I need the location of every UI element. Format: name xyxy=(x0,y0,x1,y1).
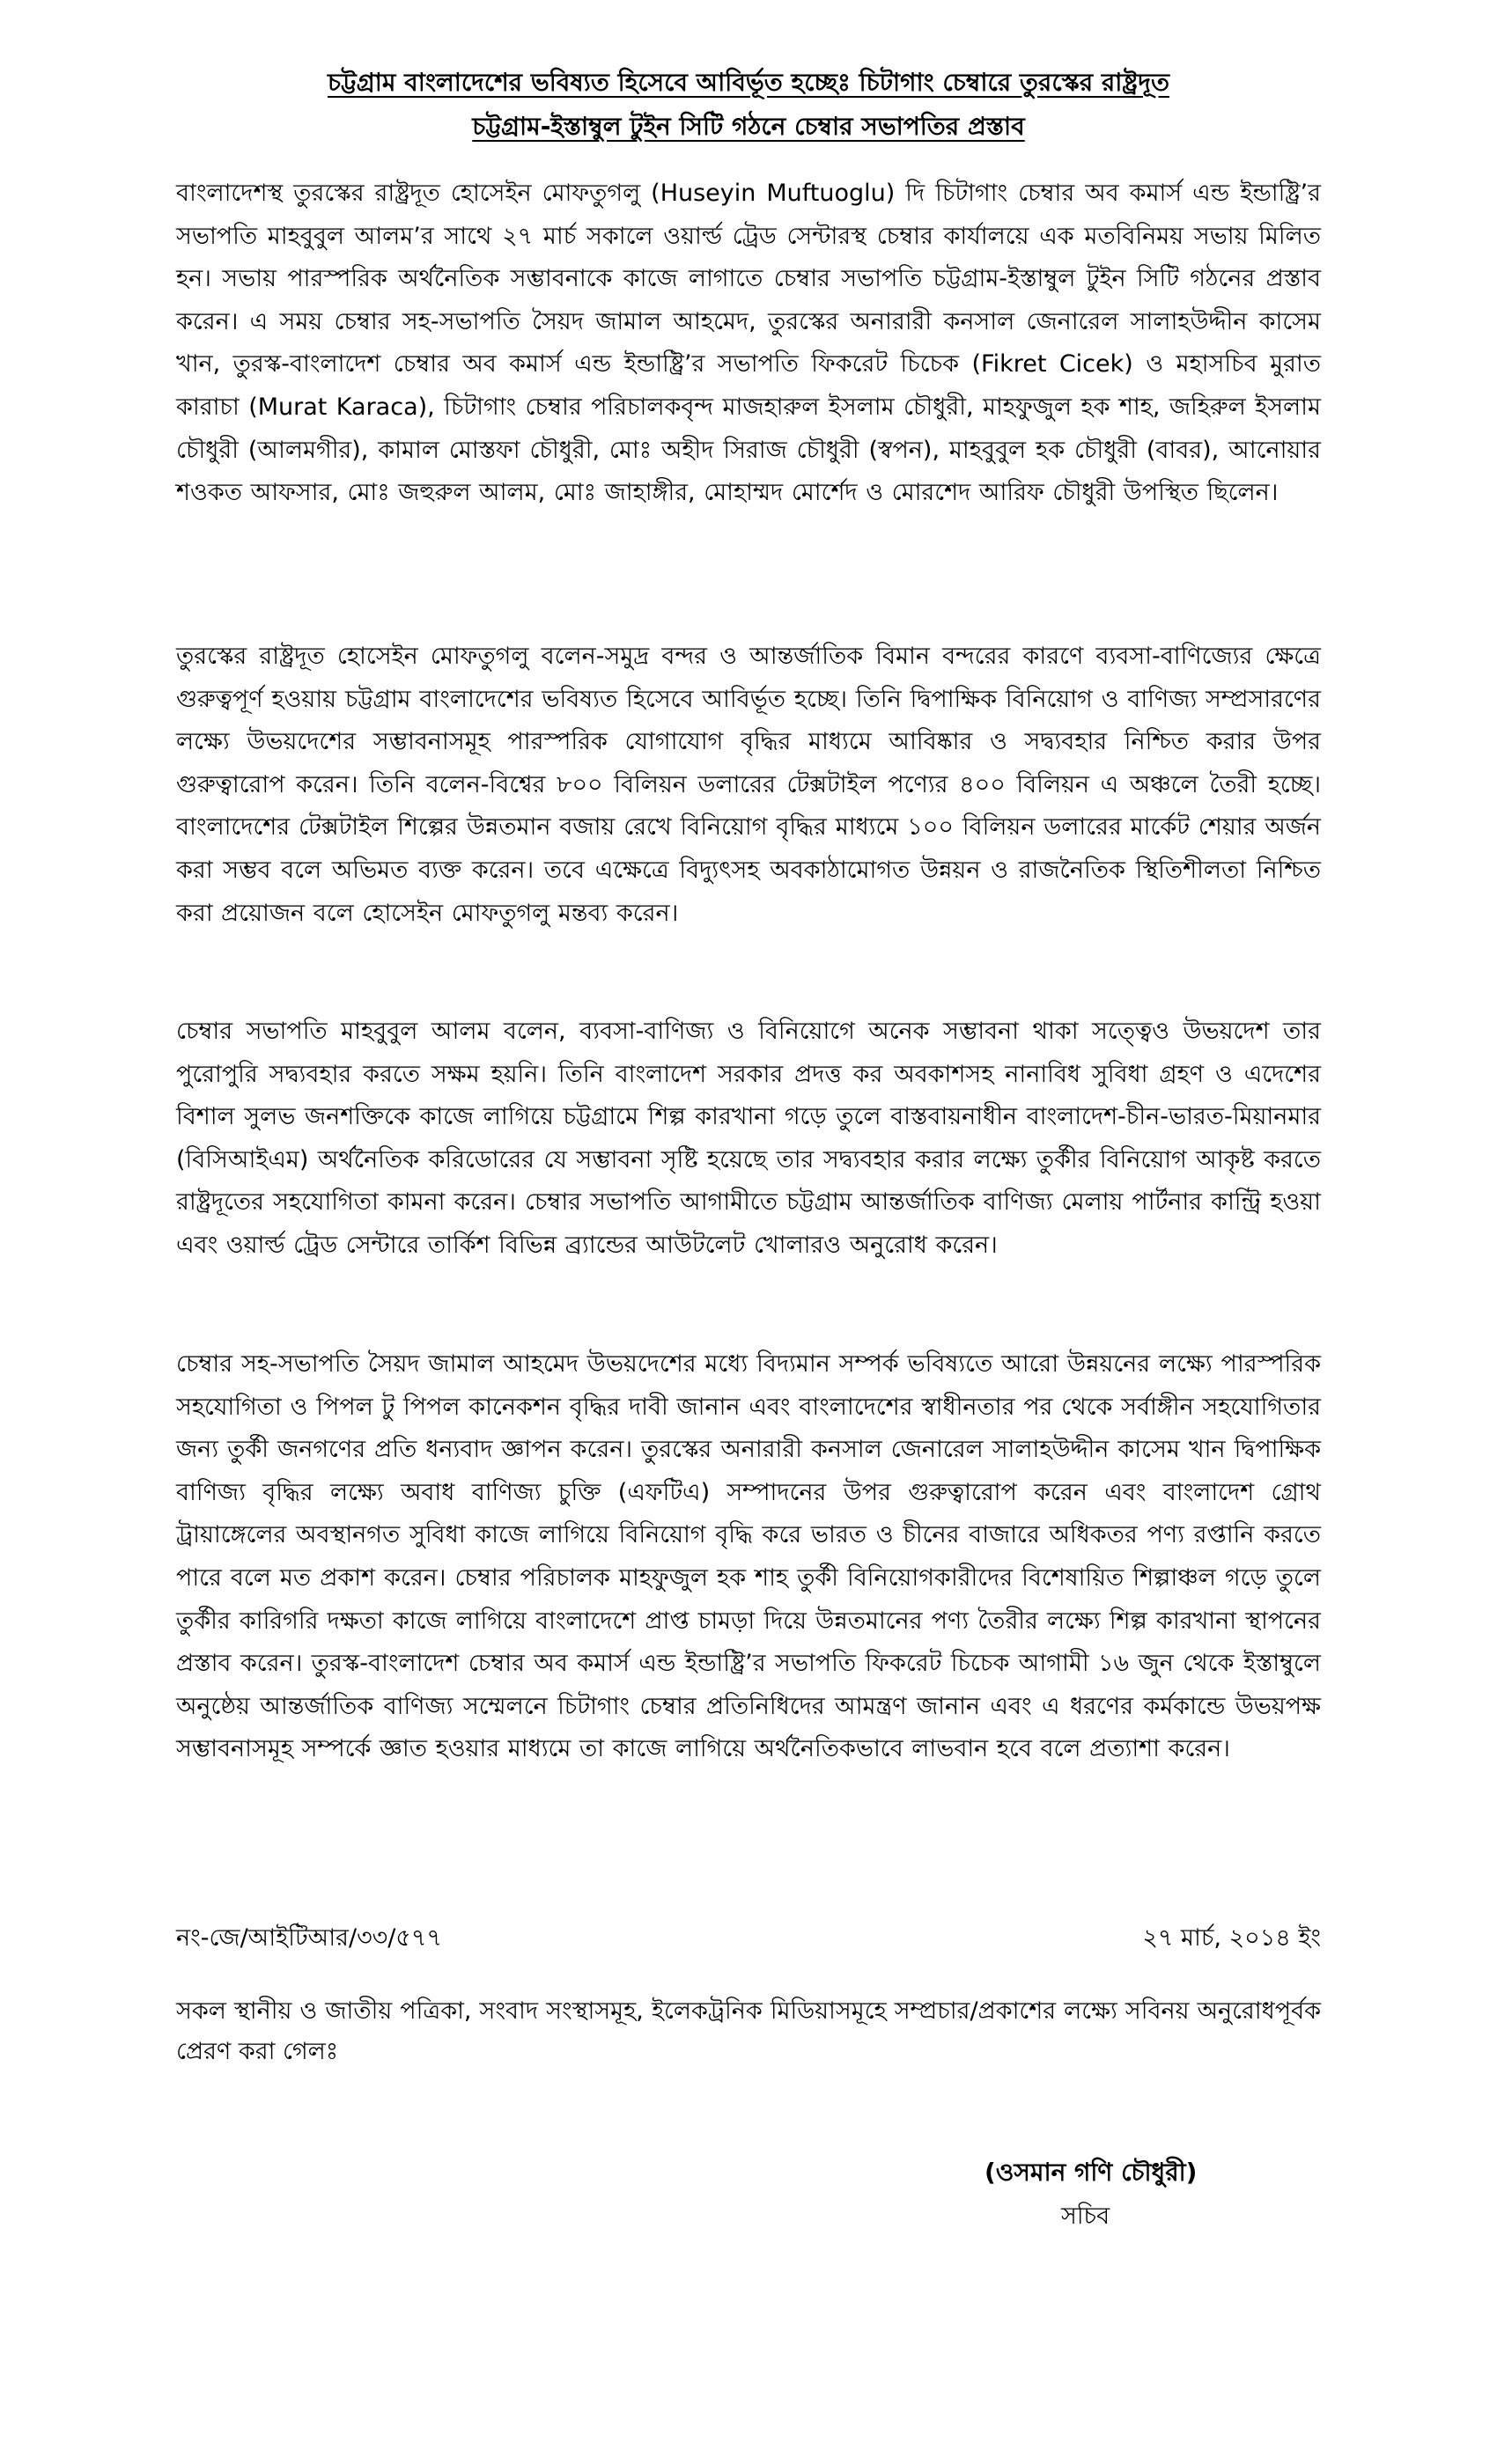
signatory-name: (ওসমান গণি চৌধুরী) xyxy=(984,2158,1198,2187)
body-paragraph-3: চেম্বার সভাপতি মাহবুবুল আলম বলেন, ব্যবসা-বাণিজ্য ও বিনিয়োগে অনেক সম্ভাবনা থাকা সত্ত্বেও উভয়দেশ তার পুরোপুরি সদ্ব্যবহার করতে সক্ষম হয়নি। তিনি বাংলাদেশ সরকার প্রদত্ত কর অবকাশসহ নানাবিধ সুবিধা গ্রহণ ও এদেশের বিশাল সুলভ জনশক্তিকে কাজে লাগিয়ে চট্টগ্রামে শিল্প কারখানা গড়ে তুলে বাস্তবায়নাধীন বাংলাদেশ-চীন-ভারত-মিয়ানমার (বিসিআইএম) অর্থনৈতিক করিডোরের যে সম্ভাবনা সৃষ্টি হয়েছে তার সদ্ব্যবহার করার লক্ষ্যে তুর্কীর বিনিয়োগ আকৃষ্ট করতে রাষ্ট্রদূতের সহযোগিতা কামনা করেন। চেম্বার সভাপতি আগামীতে চট্টগ্রাম আন্তর্জাতিক বাণিজ্য মেলায় পার্টনার কান্ট্রি হওয়া এবং ওয়ার্ল্ড ট্রেড সেন্টারে তার্কিশ বিভিন্ন ব্র্যান্ডের আউটলেট খোলারও অনুরোধ করেন। xyxy=(176,1018,1321,1259)
body-paragraph-1: বাংলাদেশস্থ তুরস্কের রাষ্ট্রদূত হোসেইন মোফতুগলু (Huseyin Muftuoglu) দি চিটাগাং চেম্বার অব কমার্স এন্ড ইন্ডাষ্ট্রি’র সভাপতি মাহবুবুল আলম’র সাথে ২৭ মার্চ সকালে ওয়ার্ল্ড ট্রেড সেন্টারস্থ চেম্বার কার্যালয়ে এক মতবিনিময় সভায় মিলিত হন। সভায় পারস্পরিক অর্থনৈতিক সম্ভাবনাকে কাজে লাগাতে চেম্বার সভাপতি চট্টগ্রাম-ইস্তাম্বুল টুইন সিটি গঠনের প্রস্তাব করেন। এ সময় চেম্বার সহ-সভাপতি সৈয়দ জামাল আহমেদ, তুরস্কের অনারারী কনসাল জেনারেল সালাহউদ্দীন কাসেম খান, তুরস্ক-বাংলাদেশ চেম্বার অব কমার্স এন্ড ইন্ডাষ্ট্রি’র সভাপতি ফিকরেট চিচেক (Fikret Cicek) ও মহাসচিব মুরাত কারাচা (Murat Karaca), চিটাগাং চেম্বার পরিচালকবৃন্দ মাজহারুল ইসলাম চৌধুরী, মাহফুজুল হক শাহ, জহিরুল ইসলাম চৌধুরী (আলমগীর), কামাল মোস্তফা চৌধুরী, মোঃ অহীদ সিরাজ চৌধুরী (স্বপন), মাহবুবুল হক চৌধুরী (বাবর), আনোয়ার শওকত আফসার, মোঃ জহুরুল আলম, মোঃ জাহাঙ্গীর, মোহাম্মদ মোর্শেদ ও মোরশেদ আরিফ চৌধুরী উপস্থিত ছিলেন। xyxy=(176,180,1321,507)
body-paragraph-4: চেম্বার সহ-সভাপতি সৈয়দ জামাল আহমেদ উভয়দেশের মধ্যে বিদ্যমান সম্পর্ক ভবিষ্যতে আরো উন্নয়নের লক্ষ্যে পারস্পরিক সহযোগিতা ও পিপল টু পিপল কানেকশন বৃদ্ধির দাবী জানান এবং বাংলাদেশের স্বাধীনতার পর থেকে সর্বাঙ্গীন সহযোগিতার জন্য তুর্কী জনগণের প্রতি ধন্যবাদ জ্ঞাপন করেন। তুরস্কের অনারারী কনসাল জেনারেল সালাহউদ্দীন কাসেম খান দ্বিপাক্ষিক বাণিজ্য বৃদ্ধির লক্ষ্যে অবাধ বাণিজ্য চুক্তি (এফটিএ) সম্পাদনের উপর গুরুত্বারোপ করেন এবং বাংলাদেশ গ্রোথ ট্রায়াঙ্গেলের অবস্থানগত সুবিধা কাজে লাগিয়ে বিনিয়োগ বৃদ্ধি করে ভারত ও চীনের বাজারে অধিকতর পণ্য রপ্তানি করতে পারে বলে মত প্রকাশ করেন। চেম্বার পরিচালক মাহফুজুল হক শাহ তুর্কী বিনিয়োগকারীদের বিশেষায়িত শিল্পাঞ্চল গড়ে তুলে তুর্কীর কারিগরি দক্ষতা কাজে লাগিয়ে বাংলাদেশে প্রাপ্ত চামড়া দিয়ে উন্নতমানের পণ্য তৈরীর লক্ষ্যে শিল্প কারখানা স্থাপনের প্রস্তাব করেন। তুরস্ক-বাংলাদেশ চেম্বার অব কমার্স এন্ড ইন্ডাষ্ট্রি’র সভাপতি ফিকরেট চিচেক আগামী ১৬ জুন থেকে ইস্তাম্বুলে অনুষ্ঠেয় আন্তর্জাতিক বাণিজ্য সম্মেলনে চিটাগাং চেম্বার প্রতিনিধিদের আমন্ত্রণ জানান এবং এ ধরণের কর্মকান্ডে উভয়পক্ষ সম্ভাবনাসমূহ সম্পর্কে জ্ঞাত হওয়ার মাধ্যমে তা কাজে লাগিয়ে অর্থনৈতিকভাবে লাভবান হবে বলে প্রত্যাশা করেন। xyxy=(176,1350,1321,1763)
headline-line-1: চট্টগ্রাম বাংলাদেশের ভবিষ্যত হিসেবে আবির্ভূত হচ্ছেঃ চিটাগাং চেম্বারে তুরস্কের রাষ্ট্রদূত xyxy=(328,68,1169,97)
distribution-note: সকল স্থানীয় ও জাতীয় পত্রিকা, সংবাদ সংস্থাসমূহ, ইলেকট্রনিক মিডিয়াসমূহে সম্প্রচার/প্রকাশের লক্ষ্যে সবিনয় অনুরোধপূর্বক প্রেরণ করা গেলঃ xyxy=(176,1997,1321,2065)
signatory-title: সচিব xyxy=(1061,2203,1110,2230)
issue-date: ২৭ মার্চ, ২০১৪ ইং xyxy=(1142,1924,1321,1952)
headline-line-2: চট্টগ্রাম-ইস্তাম্বুল টুইন সিটি গঠনে চেম্বার সভাপতির প্রস্তাব xyxy=(472,112,1025,141)
reference-number: নং-জে/আইটিআর/৩৩/৫৭৭ xyxy=(176,1924,442,1952)
body-paragraph-2: তুরস্কের রাষ্ট্রদূত হোসেইন মোফতুগলু বলেন-সমুদ্র বন্দর ও আন্তর্জাতিক বিমান বন্দরের কারণে ব্যবসা-বাণিজ্যের ক্ষেত্রে গুরুত্বপূর্ণ হওয়ায় চট্টগ্রাম বাংলাদেশের ভবিষ্যত হিসেবে আবির্ভূত হচ্ছে। তিনি দ্বিপাক্ষিক বিনিয়োগ ও বাণিজ্য সম্প্রসারণের লক্ষ্যে উভয়দেশের সম্ভাবনাসমূহ পারস্পরিক যোগাযোগ বৃদ্ধির মাধ্যমে আবিষ্কার ও সদ্ব্যবহার নিশ্চিত করার উপর গুরুত্বারোপ করেন। তিনি বলেন-বিশ্বের ৮০০ বিলিয়ন ডলারের টেক্সটাইল পণ্যের ৪০০ বিলিয়ন এ অঞ্চলে তৈরী হচ্ছে। বাংলাদেশের টেক্সটাইল শিল্পের উন্নতমান বজায় রেখে বিনিয়োগ বৃদ্ধির মাধ্যমে ১০০ বিলিয়ন ডলারের মার্কেট শেয়ার অর্জন করা সম্ভব বলে অভিমত ব্যক্ত করেন। তবে এক্ষেত্রে বিদ্যুৎসহ অবকাঠামোগত উন্নয়ন ও রাজনৈতিক স্থিতিশীলতা নিশ্চিত করা প্রয়োজন বলে হোসেইন মোফতুগলু মন্তব্য করেন। xyxy=(176,643,1321,927)
